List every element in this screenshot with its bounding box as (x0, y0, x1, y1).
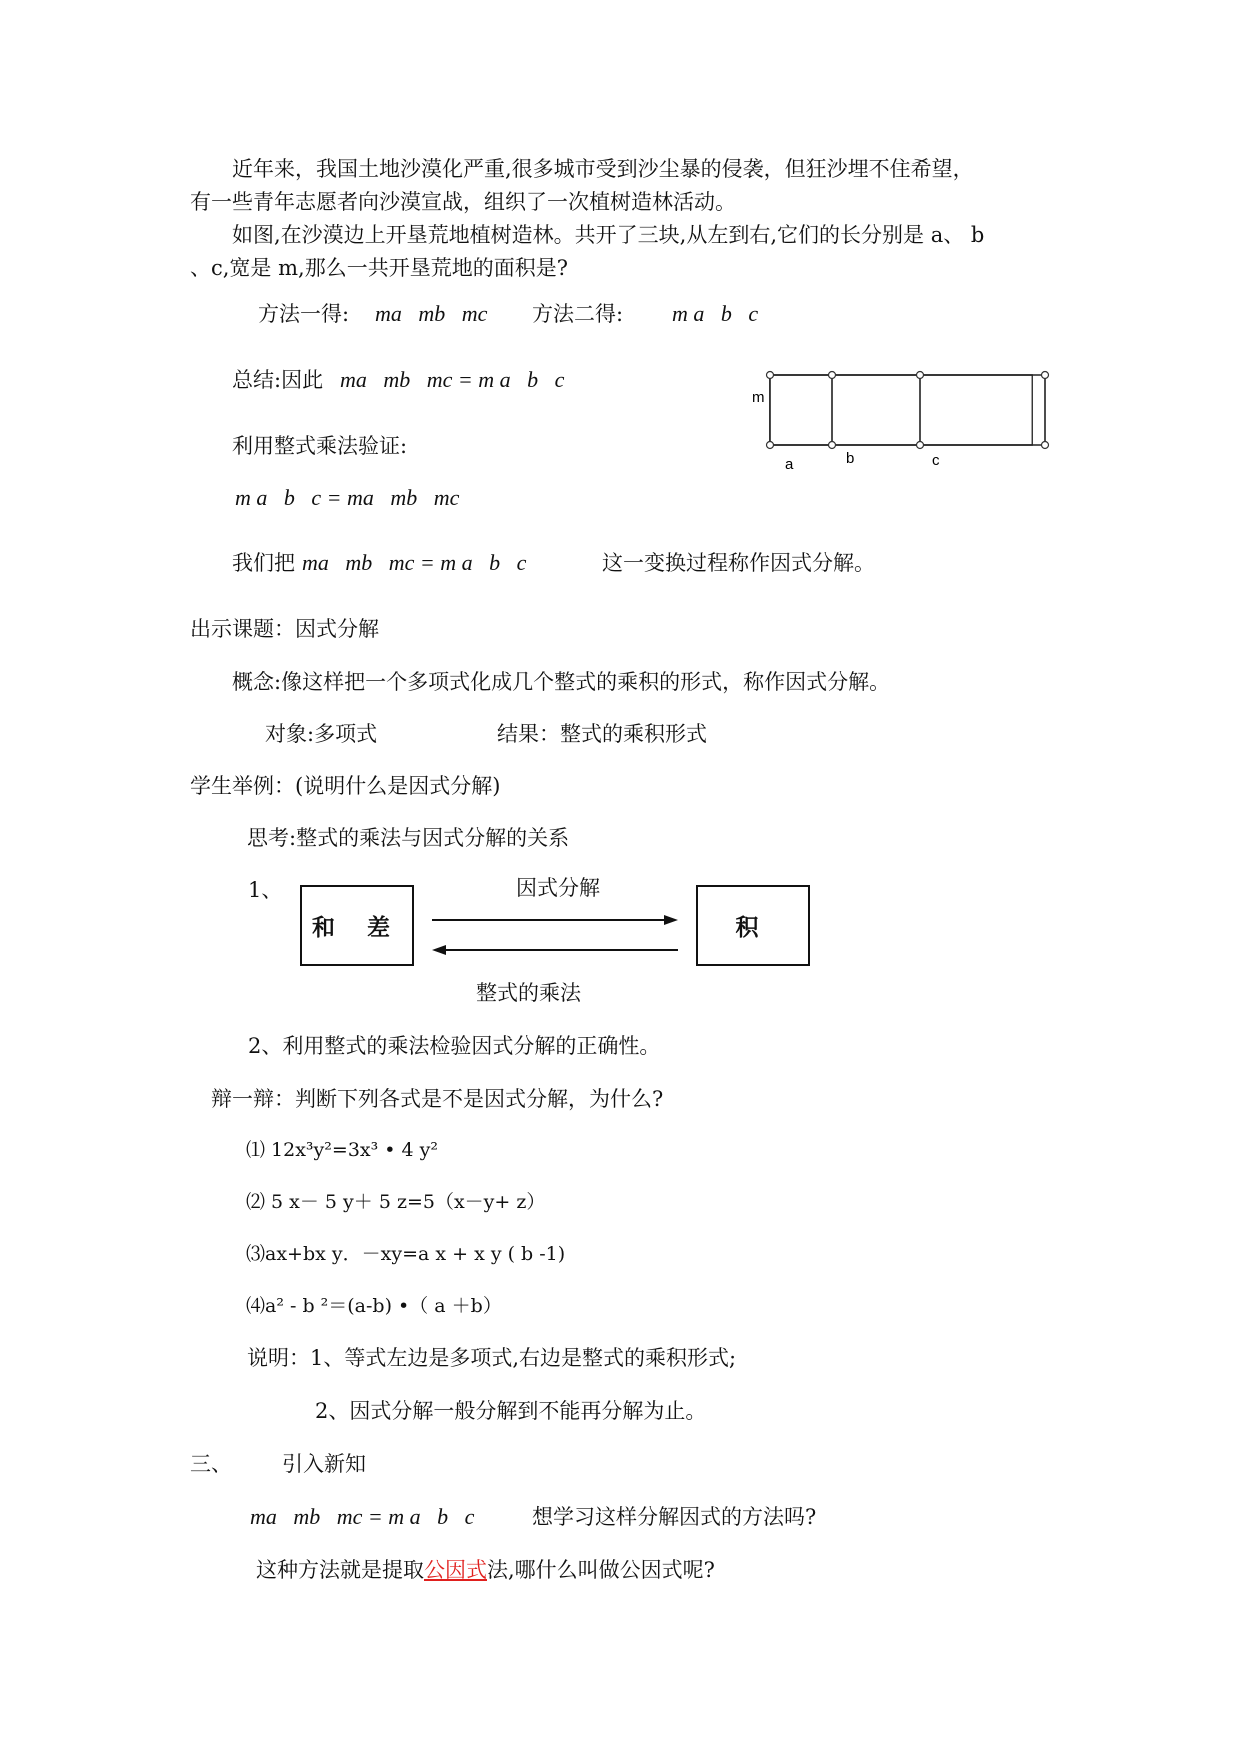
note-1: 说明：1、等式左边是多项式,右边是整式的乘积形式; (247, 1346, 737, 1370)
section-three-title: 引入新知 (282, 1452, 366, 1476)
relation-arrows (430, 910, 680, 955)
method-one-expression: ma mb mc (375, 301, 488, 326)
verify-expression: m a b c = ma mb mc (235, 485, 460, 510)
width-label-m: m (752, 389, 765, 406)
concept-definition: 概念:像这样把一个多项式化成几个整式的乘积的形式，称作因式分解。 (232, 670, 891, 694)
final-expression-suffix: 想学习这样分解因式的方法吗? (532, 1505, 817, 1529)
field-diagram (752, 365, 1060, 475)
point-two: 2、利用整式的乘法检验因式分解的正确性。 (248, 1034, 661, 1058)
factorization-arrow-label: 因式分解 (516, 876, 600, 900)
intro-paragraph-2-line-1: 如图,在沙漠边上开垦荒地植树造林。共开了三块,从左到右,它们的长分别是 a、 b (232, 223, 985, 247)
backward-arrow-head (432, 945, 446, 955)
summary-label: 总结:因此 (232, 368, 324, 392)
verify-label: 利用整式乘法验证: (232, 434, 408, 458)
example-1: ⑴ 12x³y²=3x³ • 4 y² (246, 1139, 439, 1161)
length-label-a: a (785, 456, 794, 473)
forward-arrow-head (664, 915, 678, 925)
sum-difference-box: 和 差 (300, 885, 414, 966)
definition-prefix: 我们把 (232, 551, 295, 575)
note-2: 2、因式分解一般分解到不能再分解为止。 (315, 1399, 707, 1423)
example-4: ⑷a² - b ²＝(a-b) •（ a ＋b） (246, 1295, 502, 1317)
object-label: 对象:多项式 (265, 722, 378, 746)
method-two-label: 方法二得: (532, 302, 624, 326)
example-2: ⑵ 5 x－ 5 y＋ 5 z=5（x－y+ z） (246, 1191, 546, 1213)
section-three-number: 三、 (190, 1452, 232, 1476)
multiplication-arrow-label: 整式的乘法 (476, 981, 581, 1005)
closing-suffix: 法,哪什么叫做公因式呢? (487, 1558, 715, 1582)
definition-suffix: 这一变换过程称作因式分解。 (602, 551, 875, 575)
debate-title: 辩一辩：判断下列各式是不是因式分解，为什么? (211, 1087, 664, 1111)
closing-prefix: 这种方法就是提取 (256, 1558, 424, 1582)
result-label: 结果：整式的乘积形式 (497, 722, 707, 746)
relation-number: 1、 (248, 878, 283, 902)
think-prompt: 思考:整式的乘法与因式分解的关系 (247, 826, 570, 850)
intro-paragraph-1-line-1: 近年来，我国土地沙漠化严重,很多城市受到沙尘暴的侵袭，但狂沙埋不住希望， (232, 157, 974, 181)
length-label-b: b (846, 450, 855, 467)
example-3: ⑶ax+bx y．－xy=a x + x y ( b -1) (246, 1243, 566, 1265)
final-expression: ma mb mc = m a b c (250, 1504, 475, 1529)
intro-paragraph-2-line-2: 、c,宽是 m,那么一共开垦荒地的面积是? (190, 256, 568, 280)
topic-title: 出示课题：因式分解 (190, 617, 379, 641)
student-examples: 学生举例：(说明什么是因式分解) (190, 774, 501, 798)
intro-paragraph-1-line-2: 有一些青年志愿者向沙漠宣战，组织了一次植树造林活动。 (190, 190, 736, 214)
method-two-expression: m a b c (672, 301, 759, 326)
closing-line (256, 1556, 715, 1584)
product-box: 积 (696, 885, 810, 966)
definition-expression: ma mb mc = m a b c (302, 550, 527, 575)
highlighted-term: 公因式 (424, 1558, 487, 1582)
method-one-label: 方法一得: (258, 302, 350, 326)
summary-expression: ma mb mc = m a b c (340, 367, 565, 392)
length-label-c: c (932, 452, 940, 469)
